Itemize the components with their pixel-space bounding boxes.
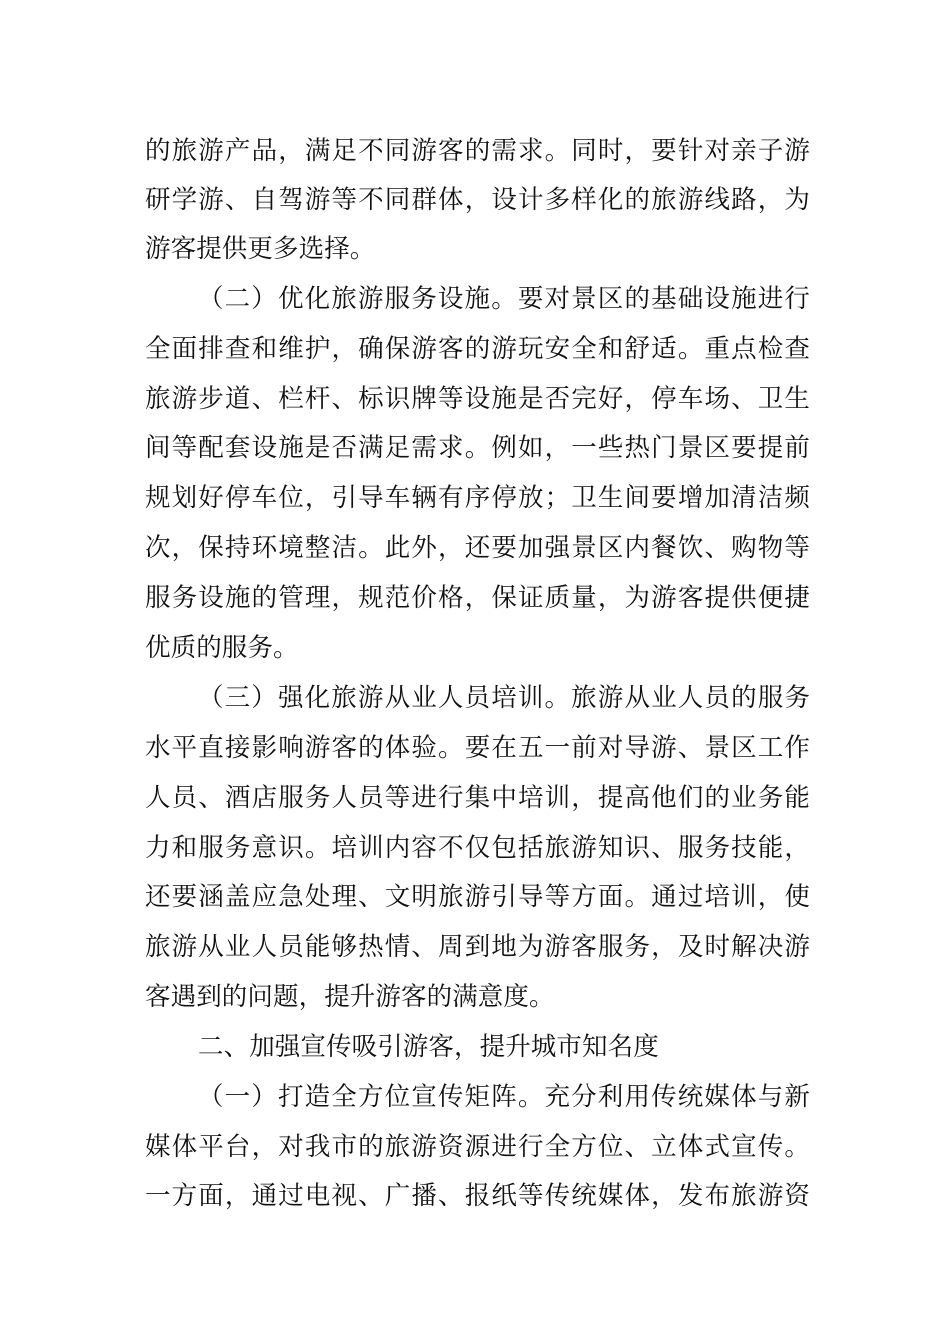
text-line: 媒体平台，对我市的旅游资源进行全方位、立体式宣传。 — [145, 1132, 810, 1162]
text-line: 游客提供更多选择。 — [145, 234, 376, 264]
text-line: 客遇到的问题，提升游客的满意度。 — [145, 982, 555, 1012]
text-line: 全面排查和维护，确保游客的游玩安全和舒适。重点检查 — [145, 334, 810, 364]
section-heading: 二、加强宣传吸引游客，提升城市知名度 — [198, 1032, 659, 1062]
text-line: 旅游步道、栏杆、标识牌等设施是否完好，停车场、卫生 — [145, 384, 810, 414]
text-line: 间等配套设施是否满足需求。例如，一些热门景区要提前 — [145, 433, 810, 463]
text-line: 优质的服务。 — [145, 633, 299, 663]
text-line: 人员、酒店服务人员等进行集中培训，提高他们的业务能 — [145, 783, 810, 813]
text-line: （三）强化旅游从业人员培训。旅游从业人员的服务 — [198, 683, 810, 713]
text-line: 旅游从业人员能够热情、周到地为游客服务，及时解决游 — [145, 932, 810, 962]
text-line: （一）打造全方位宣传矩阵。充分利用传统媒体与新 — [198, 1082, 810, 1112]
text-line: 次，保持环境整洁。此外，还要加强景区内餐饮、购物等 — [145, 533, 810, 563]
text-line: 还要涵盖应急处理、文明旅游引导等方面。通过培训，使 — [145, 882, 810, 912]
text-line: 规划好停车位，引导车辆有序停放；卫生间要增加清洁频 — [145, 483, 810, 513]
text-line: 力和服务意识。培训内容不仅包括旅游知识、服务技能， — [145, 833, 810, 863]
text-line: （二）优化旅游服务设施。要对景区的基础设施进行 — [198, 284, 810, 314]
text-line: 的旅游产品，满足不同游客的需求。同时，要针对亲子游 — [145, 136, 810, 166]
text-line: 服务设施的管理，规范价格，保证质量，为游客提供便捷 — [145, 583, 810, 613]
text-line: 水平直接影响游客的体验。要在五一前对导游、景区工作 — [145, 733, 810, 763]
text-line: 一方面，通过电视、广播、报纸等传统媒体，发布旅游资 — [145, 1181, 810, 1211]
text-line: 研学游、自驾游等不同群体，设计多样化的旅游线路，为 — [145, 185, 810, 215]
